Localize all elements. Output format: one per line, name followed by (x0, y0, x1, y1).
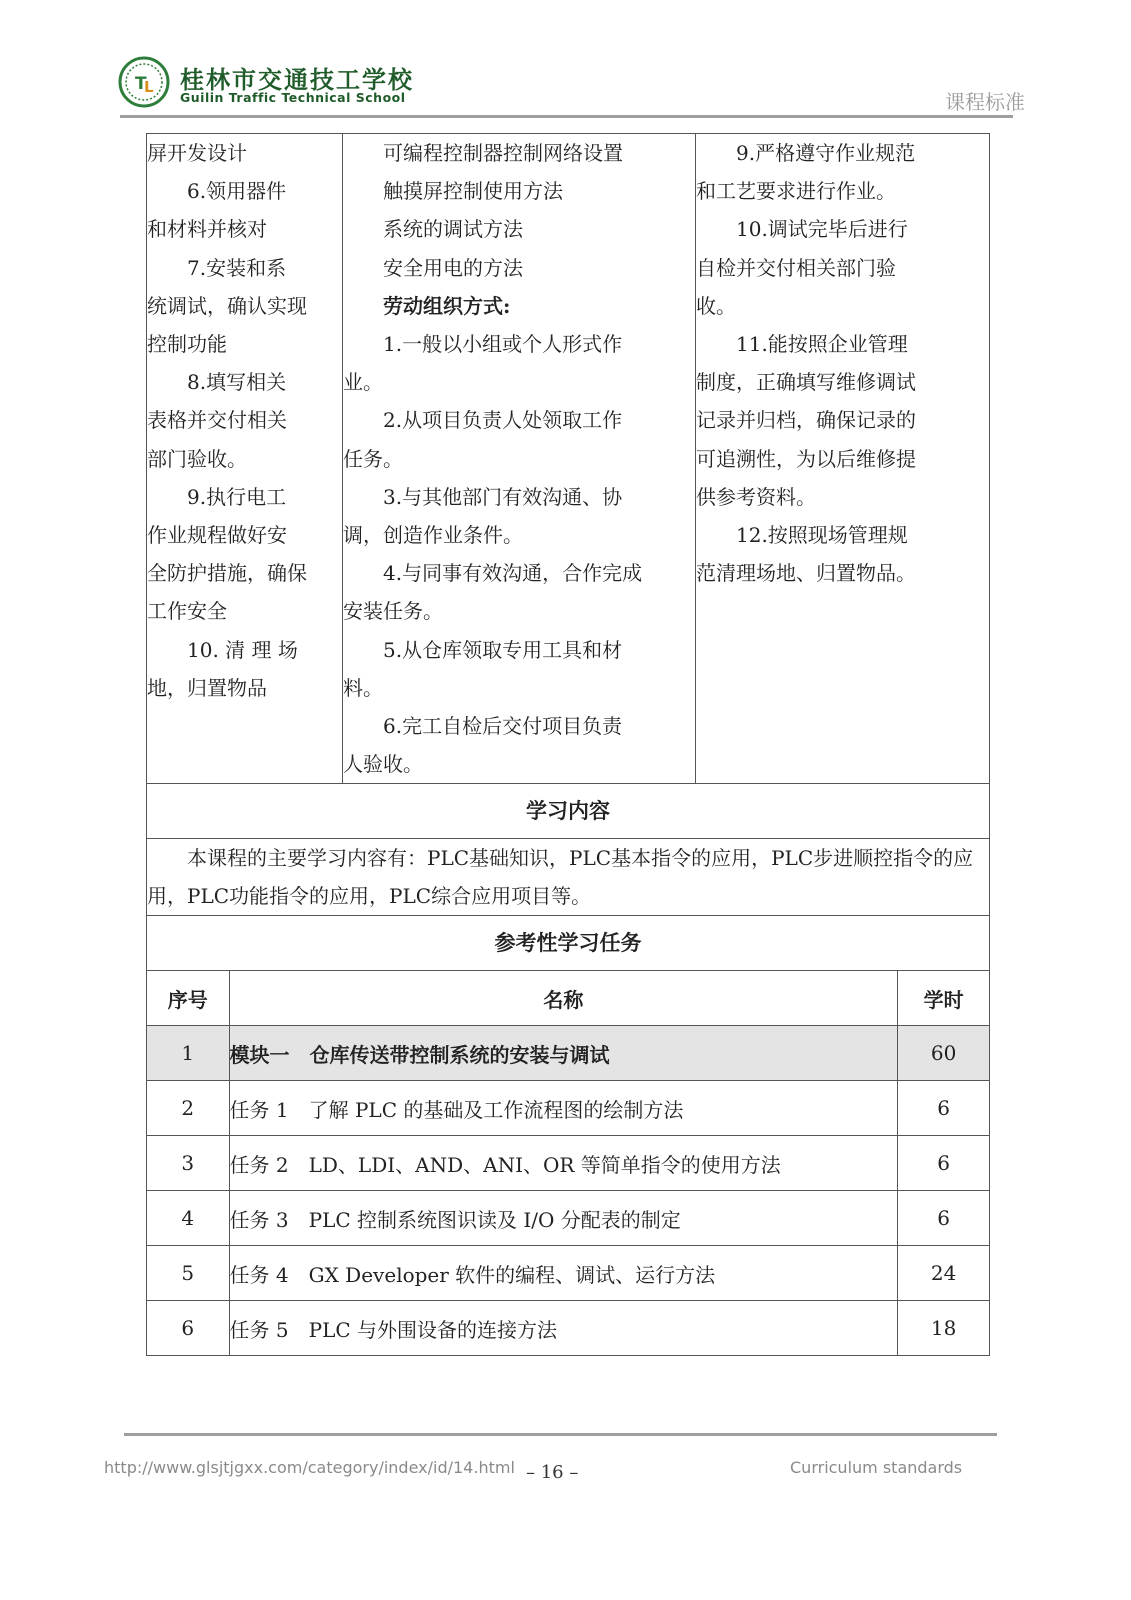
col1-line: 部门验收。 (147, 446, 247, 471)
col2-line: 业。 (343, 370, 383, 395)
col1-line: 全防护措施，确保 (147, 561, 307, 586)
requirements-column (696, 134, 990, 784)
task-seq: 6 (147, 1301, 229, 1356)
col3-line: 11.能按照企业管理 (736, 332, 908, 357)
col2-line: 系统的调试方法 (383, 217, 523, 242)
col3-line: 9.严格遵守作业规范 (736, 141, 916, 165)
footer-url[interactable]: http://www.glsjtjgxx.com/category/index/id/14.html (104, 1458, 515, 1477)
col3-line: 收。 (696, 293, 736, 318)
task-seq: 5 (147, 1246, 229, 1301)
col2-line: 4.与同事有效沟通，合作完成 (383, 561, 643, 586)
task-row (147, 1026, 989, 1081)
col3-line: 10.调试完毕后进行 (736, 217, 908, 242)
page-number: – 16 – (526, 1462, 579, 1483)
col2-line: 2.从项目负责人处领取工作 (383, 408, 623, 433)
col2-line: 任务。 (343, 446, 403, 471)
learning-content-text: 本课程的主要学习内容有：PLC基础知识，PLC基本指令的应用，PLC步进顺控指令的应用，PLC功能指令的应用，PLC综合应用项目等。 (147, 839, 990, 916)
tasks-table (147, 971, 989, 1355)
learning-content-title: 学习内容 (147, 784, 990, 839)
school-name-cn: 桂林市交通技工学校 (180, 65, 414, 94)
col3-line: 可追溯性，为以后维修提 (696, 446, 916, 471)
footer-label: Curriculum standards (790, 1458, 963, 1477)
task-row (147, 1136, 989, 1191)
col2-line: 6.完工自检后交付项目负责 (383, 714, 623, 739)
task-hours: 6 (898, 1136, 989, 1191)
col3-line: 范清理场地、归置物品。 (696, 561, 916, 586)
task-name: 模块一 仓库传送带控制系统的安装与调试 (229, 1026, 898, 1081)
col2-line: 3.与其他部门有效沟通、协 (383, 484, 623, 509)
col2-line: 5.从仓库领取专用工具和材 (383, 637, 623, 662)
col2-line: 可编程控制器控制网络设置 (383, 141, 623, 165)
header-hours: 学时 (898, 971, 989, 1026)
col1-line: 地，归置物品 (147, 675, 267, 700)
col2-line: 安全用电的方法 (383, 255, 523, 280)
task-hours: 18 (898, 1301, 989, 1356)
col1-line: 作业规程做好安 (147, 523, 287, 548)
header-name: 名称 (229, 971, 898, 1026)
curriculum-table (146, 133, 990, 1356)
col2-line: 调，创造作业条件。 (343, 523, 523, 548)
task-hours: 6 (898, 1191, 989, 1246)
document-type: 课程标准 (945, 90, 1025, 114)
task-row (147, 1191, 989, 1246)
col2-line: 安装任务。 (343, 599, 443, 624)
header-divider (120, 115, 1013, 118)
col1-line: 10. 清 理 场 (187, 637, 298, 662)
task-hours: 24 (898, 1246, 989, 1301)
tasks-title: 参考性学习任务 (147, 916, 990, 971)
col3-line: 和工艺要求进行作业。 (696, 179, 896, 204)
page-header (118, 52, 1025, 122)
task-row (147, 1246, 989, 1301)
col1-line: 和材料并核对 (147, 217, 267, 242)
task-seq: 2 (147, 1081, 229, 1136)
col1-line: 8.填写相关 (187, 370, 287, 395)
task-seq: 4 (147, 1191, 229, 1246)
task-name: 任务 1 了解 PLC 的基础及工作流程图的绘制方法 (229, 1081, 898, 1136)
col2-line: 劳动组织方式: (383, 293, 511, 318)
col1-line: 工作安全 (147, 599, 227, 624)
col2-line: 1.一般以小组或个人形式作 (383, 332, 623, 357)
task-hours: 60 (898, 1026, 989, 1081)
work-process-column (147, 134, 343, 784)
col1-line: 7.安装和系 (187, 255, 287, 280)
task-name: 任务 2 LD、LDI、AND、ANI、OR 等简单指令的使用方法 (229, 1136, 898, 1191)
col1-line: 统调试，确认实现 (147, 293, 307, 318)
svg-text:L: L (144, 78, 154, 96)
task-seq: 3 (147, 1136, 229, 1191)
col2-line: 人验收。 (343, 752, 423, 777)
col2-line: 料。 (343, 675, 383, 700)
school-logo-icon (118, 56, 170, 108)
col2-line: 触摸屏控制使用方法 (383, 179, 563, 204)
col3-line: 自检并交付相关部门验 (696, 255, 896, 280)
col3-line: 制度，正确填写维修调试 (696, 370, 916, 395)
school-name-en: Guilin Traffic Technical School (180, 90, 406, 105)
task-name: 任务 5 PLC 与外围设备的连接方法 (229, 1301, 898, 1356)
knowledge-column (343, 134, 696, 784)
col3-line: 12.按照现场管理规 (736, 523, 908, 548)
svg-text:T: T (135, 74, 147, 94)
task-seq: 1 (147, 1026, 229, 1081)
task-hours: 6 (898, 1081, 989, 1136)
col3-line: 记录并归档，确保记录的 (696, 408, 916, 433)
col1-line: 9.执行电工 (187, 484, 287, 509)
col1-line: 表格并交付相关 (147, 408, 287, 433)
task-row (147, 1301, 989, 1356)
col3-line: 供参考资料。 (696, 484, 816, 509)
footer-divider (124, 1433, 997, 1436)
task-row (147, 1081, 989, 1136)
col1-line: 屏开发设计 (147, 141, 247, 165)
col1-line: 控制功能 (147, 332, 227, 357)
task-name: 任务 3 PLC 控制系统图识读及 I/O 分配表的制定 (229, 1191, 898, 1246)
task-name: 任务 4 GX Developer 软件的编程、调试、运行方法 (229, 1246, 898, 1301)
header-seq: 序号 (167, 987, 208, 1012)
col1-line: 6.领用器件 (187, 179, 287, 204)
